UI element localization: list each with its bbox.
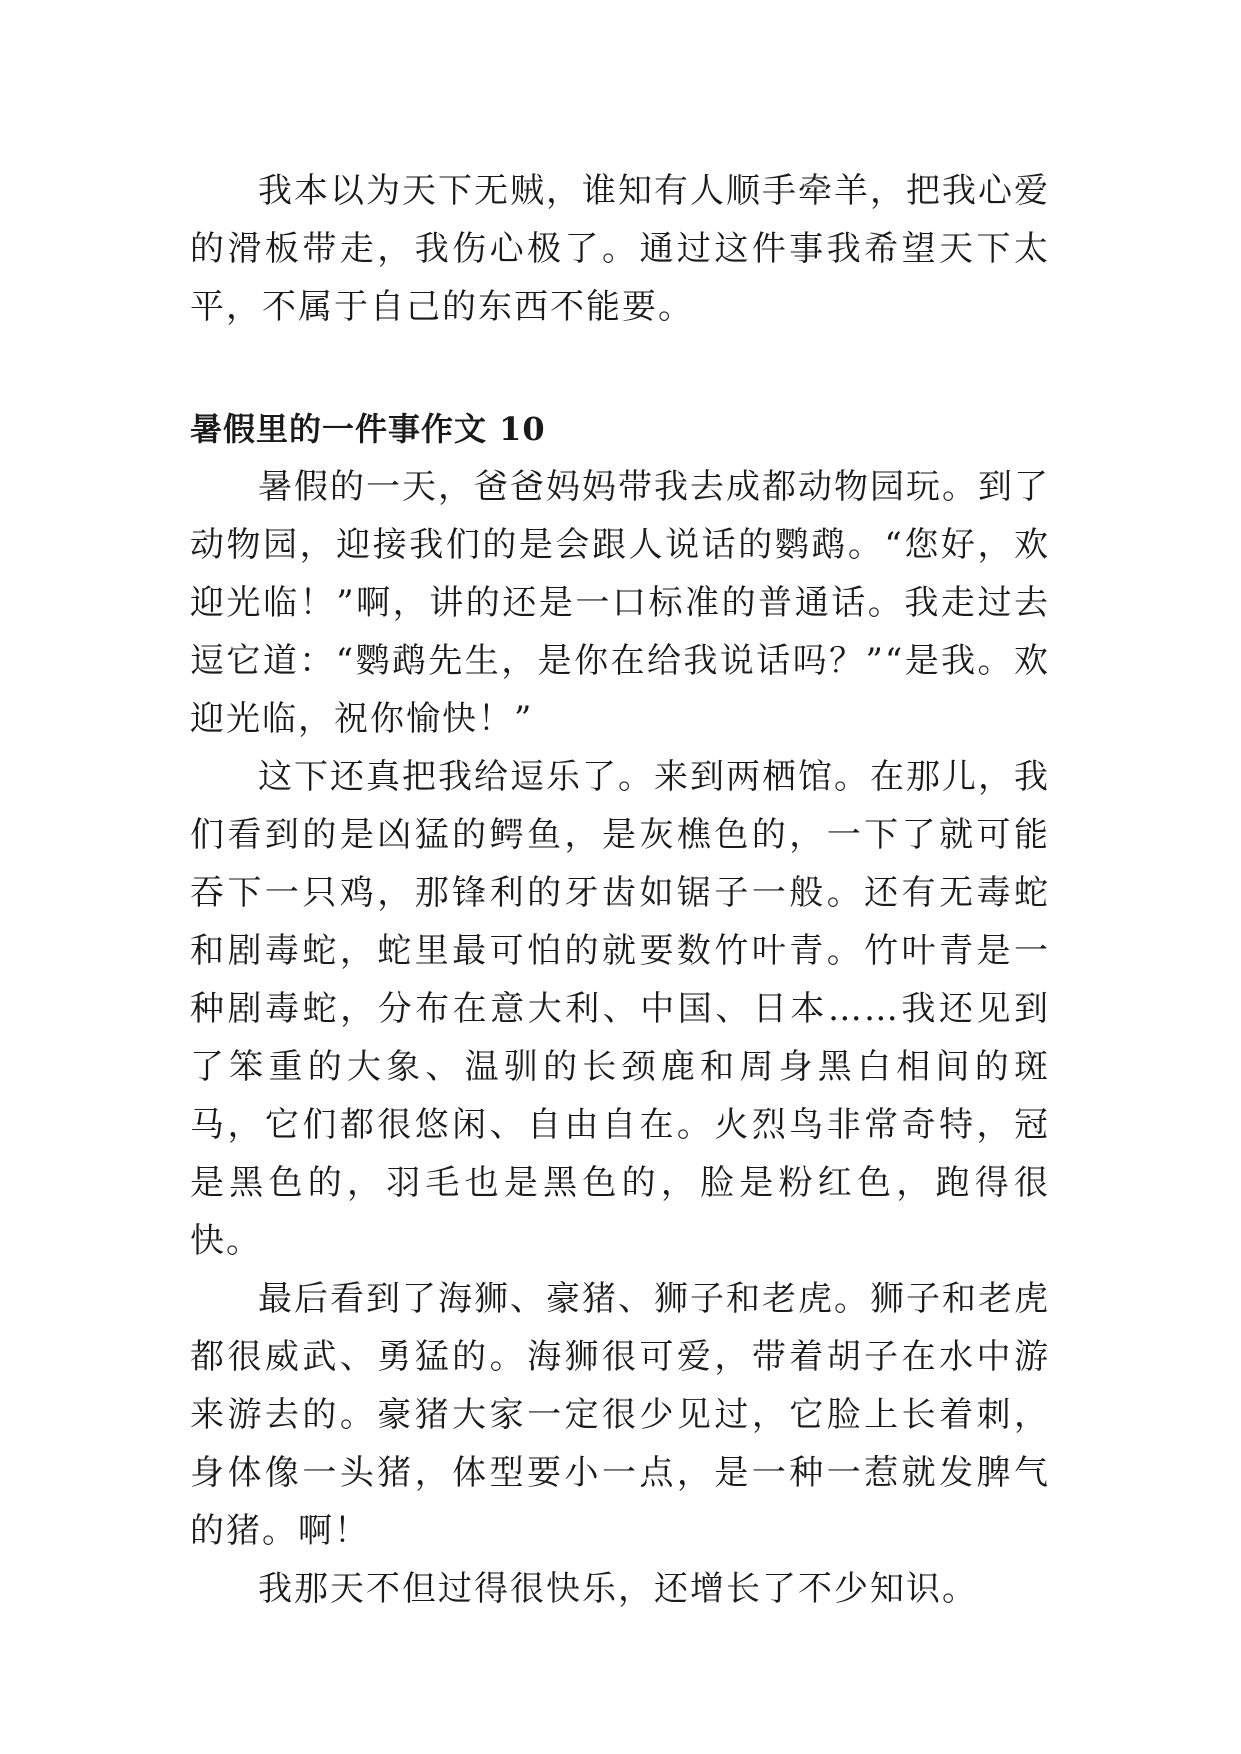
intro-paragraph: 我本以为天下无贼，谁知有人顺手牵羊，把我心爱的滑板带走，我伤心极了。通过这件事我希望天下太平，不属于自己的东西不能要。 (190, 171, 1050, 327)
section-gap (190, 336, 1050, 400)
body-paragraph-4: 我那天不但过得很快乐，还增长了不少知识。 (258, 1569, 978, 1609)
body-paragraph-3: 最后看到了海狮、豪猪、狮子和老虎。狮子和老虎都很威武、勇猛的。海狮很可爱，带着胡子在水中游来游去的。豪猪大家一定很少见过，它脸上长着刺，身体像一头猪，体型要小一点，是一种一惹就发脾气的猪。啊！ (190, 1279, 1050, 1551)
body-paragraph-2: 这下还真把我给逗乐了。来到两栖馆。在那儿，我们看到的是凶猛的鳄鱼，是灰樵色的，一下了就可能吞下一只鸡，那锋利的牙齿如锯子一般。还有无毒蛇和剧毒蛇，蛇里最可怕的就要数竹叶青。竹叶青是一种剧毒蛇，分布在意大利、中国、日本……我还见到了笨重的大象、温驯的长颈鹿和周身黑白相间的斑马，它们都很悠闲、自由自在。火烈鸟非常奇特，冠是黑色的，羽毛也是黑色的，脸是粉红色，跑得很快。 (190, 757, 1050, 1261)
document-page (190, 162, 1050, 1618)
body-paragraph-1: 暑假的一天，爸爸妈妈带我去成都动物园玩。到了动物园，迎接我们的是会跟人说话的鹦鹉。“您好，欢迎光临！”啊，讲的还是一口标准的普通话。我走过去逗它道：“鹦鹉先生，是你在给我说话吗？”“是我。欢迎光临，祝你愉快！” (190, 467, 1050, 739)
section-title: 暑假里的一件事作文 10 (190, 410, 546, 448)
